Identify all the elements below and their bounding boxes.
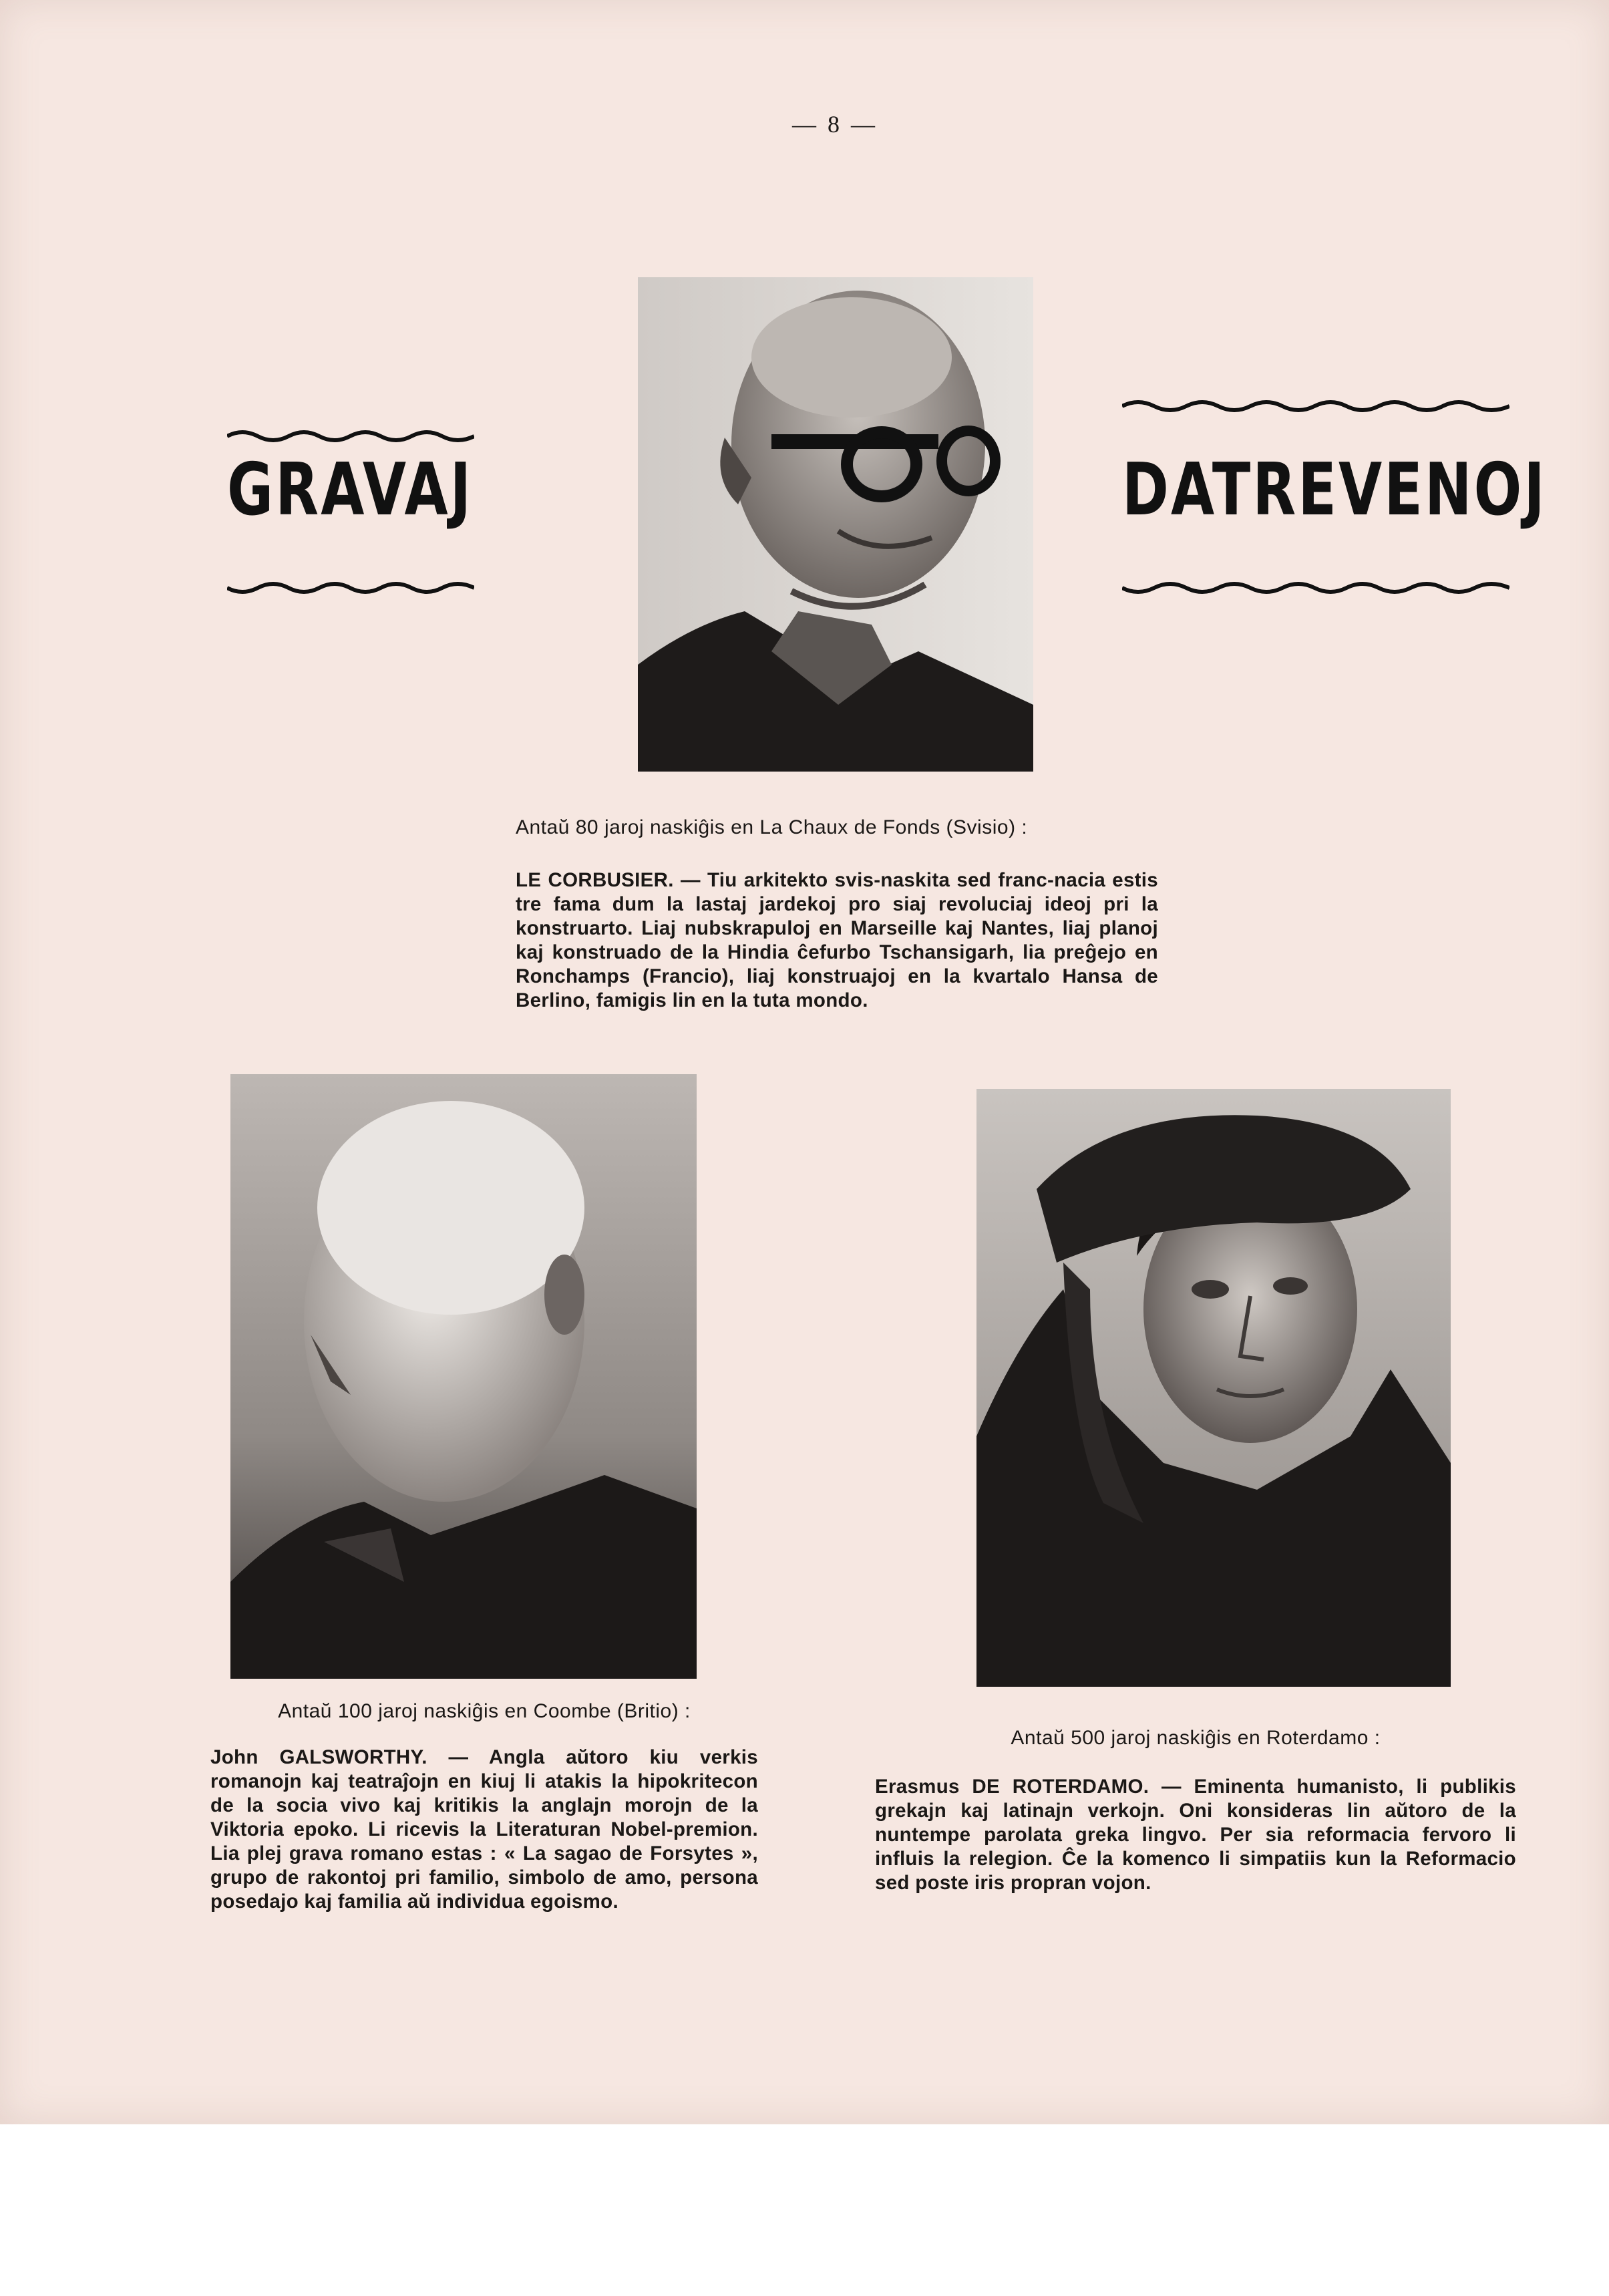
wavy-rule-bottom-right <box>1122 581 1509 601</box>
portrait-photo-erasmus <box>976 1089 1451 1687</box>
caption-erasmus: Antaŭ 500 jaroj naskiĝis en Roterdamo : <box>1011 1727 1381 1749</box>
wavy-rule-bottom-left <box>227 581 474 601</box>
paragraph-galsworthy: John GALSWORTHY. — Angla aŭtoro kiu verkis romanojn kaj teatraĵojn en kiuj li atakis la hipokritecon de la socia vivo kaj kritikis la anglajn morojn de la Viktoria epoko. Li ricevis la Literaturan Nobel-premion. Lia plej grava romano estas : « La sagao de Forsytes », grupo de rakontoj pri familio, simbolo de amo, persona posedajo kaj familia aŭ individua egoismo. <box>210 1746 758 1913</box>
portrait-photo-corbusier <box>638 277 1033 772</box>
paragraph-erasmus: Erasmus DE ROTERDAMO. — Eminenta humanisto, li publikis grekajn kaj latinajn verkojn. Oni konsideras lin aŭtoro de la nuntempe parolata greka lingvo. Per sia reformacia fervoro li influis la relegion. Ĉe la komenco li simpatiis kun la Reformacio sed poste iris propran vojon. <box>875 1776 1516 1894</box>
caption-galsworthy: Antaŭ 100 jaroj naskiĝis en Coombe (Britio) : <box>278 1700 691 1722</box>
headline-right: DATREVENOJ <box>1122 448 1547 532</box>
page-number: — 8 — <box>792 111 878 138</box>
headline-left: GRAVAJ <box>227 448 474 532</box>
wavy-rule-top-right <box>1122 394 1509 414</box>
wavy-rule-top-left <box>227 424 474 444</box>
portrait-photo-galsworthy <box>230 1074 697 1679</box>
paragraph-corbusier: LE CORBUSIER. — Tiu arkitekto svis-naskita sed franc-nacia estis tre fama dum la lastaj jardekoj pro siaj revoluciaj ideoj pri la konstruarto. Liaj nubskrapuloj en Marseille kaj Nantes, liaj planoj kaj konstruado de la Hindia ĉefurbo Tschansigarh, lia preĝejo en Ronchamps (Francio), liaj konstruajoj en la kvartalo Hansa de Berlino, famigis lin en la tuta mondo. <box>516 869 1158 1011</box>
caption-corbusier: Antaŭ 80 jaroj naskiĝis en La Chaux de Fonds (Svisio) : <box>516 816 1028 838</box>
